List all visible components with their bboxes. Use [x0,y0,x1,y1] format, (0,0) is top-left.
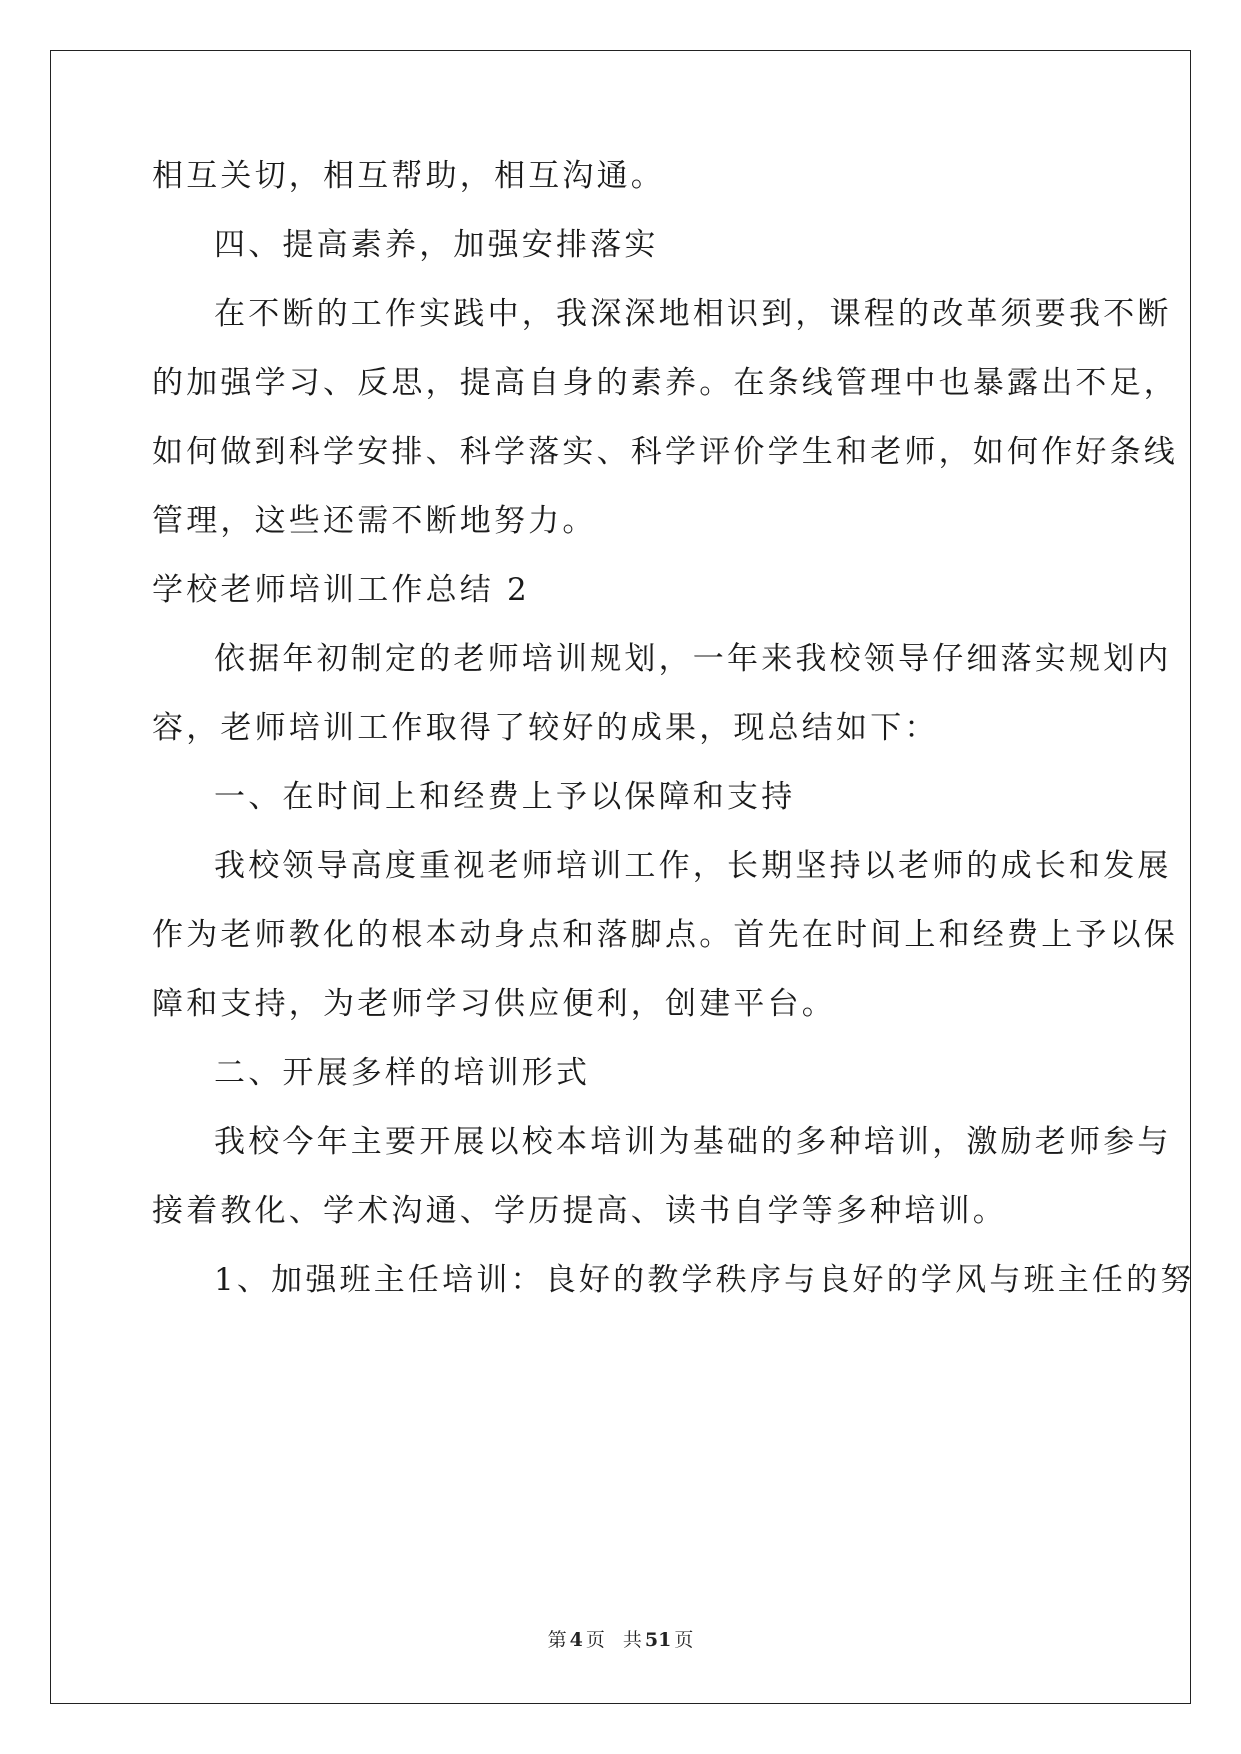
text-line: 接着教化、学术沟通、学历提高、读书自学等多种培训。 [152,1193,1007,1229]
text-line: 障和支持，为老师学习供应便利，创建平台。 [152,986,836,1022]
text-line: 我校今年主要开展以校本培训为基础的多种培训，激励老师参与 [214,1124,1172,1160]
text-line: 相互关切，相互帮助，相互沟通。 [152,158,665,194]
text-line: 的加强学习、反思，提高自身的素养。在条线管理中也暴露出不足， [152,365,1178,401]
section-heading: 二、开展多样的培训形式 [214,1055,591,1091]
page-footer [0,1628,1241,1652]
footer-total-suffix: 页 [674,1629,694,1651]
section-heading: 一、在时间上和经费上予以保障和支持 [214,779,796,815]
text-line: 作为老师教化的根本动身点和落脚点。首先在时间上和经费上予以保 [152,917,1178,953]
text-line: 依据年初制定的老师培训规划，一年来我校领导仔细落实规划内 [214,641,1172,677]
section-heading: 四、提高素养，加强安排落实 [214,227,659,263]
text-line: 在不断的工作实践中，我深深地相识到，课程的改革须要我不断 [214,296,1172,332]
text-line: 我校领导高度重视老师培训工作，长期坚持以老师的成长和发展 [214,848,1172,884]
footer-total-prefix: 共 [622,1629,642,1651]
page-total [620,1629,696,1651]
text-line: 1、加强班主任培训：良好的教学秩序与良好的学风与班主任的努 [214,1262,1195,1298]
text-line: 如何做到科学安排、科学落实、科学评价学生和老师，如何作好条线 [152,434,1178,470]
text-line: 管理，这些还需不断地努力。 [152,503,597,539]
current-page: 4 [569,1629,583,1651]
footer-prefix: 第 [547,1629,567,1651]
page-number [545,1629,608,1651]
text-line: 容，老师培训工作取得了较好的成果，现总结如下： [152,710,939,746]
footer-page-suffix: 页 [585,1629,605,1651]
article-title: 学校老师培训工作总结 2 [152,572,530,608]
total-pages: 51 [644,1629,672,1651]
